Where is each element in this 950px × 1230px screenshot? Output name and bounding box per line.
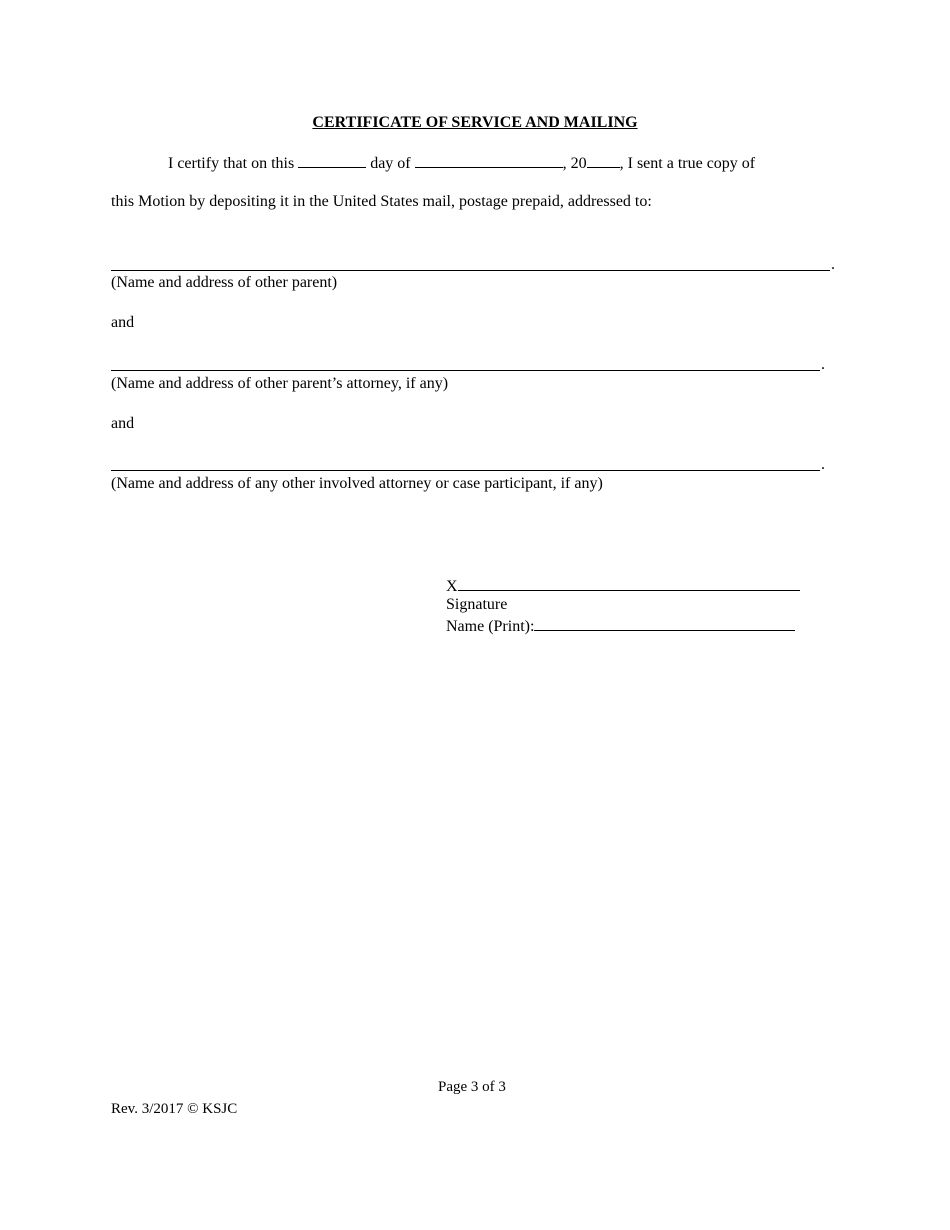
signature-field[interactable]	[458, 576, 800, 591]
recipient-2-field[interactable]	[111, 370, 820, 371]
certify-text-2: day of	[370, 155, 411, 172]
certify-text-4: , I sent a true copy of	[619, 155, 756, 172]
period: .	[821, 456, 825, 473]
recipient-3-field[interactable]	[111, 470, 820, 471]
page-number: Page 3 of 3	[438, 1079, 506, 1095]
and-label: and	[111, 415, 135, 432]
name-print-field[interactable]	[534, 616, 795, 631]
certify-text-1: I certify that on this	[168, 155, 295, 172]
and-label: and	[111, 314, 135, 331]
month-field[interactable]	[415, 153, 563, 168]
day-field[interactable]	[298, 153, 366, 168]
certify-text-3: , 20	[562, 155, 587, 172]
certify-line-2: this Motion by depositing it in the United States mail, postage prepaid, addressed to:	[111, 193, 652, 210]
x-mark: X	[446, 578, 458, 595]
document-title: CERTIFICATE OF SERVICE AND MAILING	[312, 114, 638, 131]
name-print-label: Name (Print):	[446, 618, 535, 635]
period: .	[821, 356, 825, 373]
recipient-1-field[interactable]	[111, 270, 830, 271]
recipient-1-label: (Name and address of other parent)	[111, 274, 338, 291]
signature-line	[446, 576, 800, 596]
year-field[interactable]	[587, 153, 620, 168]
period: .	[831, 256, 835, 273]
recipient-3-label: (Name and address of any other involved attorney or case participant, if any)	[111, 475, 603, 492]
revision-note: Rev. 3/2017 © KSJC	[111, 1101, 238, 1117]
certify-line-1	[168, 153, 755, 173]
name-print-line	[446, 616, 795, 636]
signature-label: Signature	[446, 596, 508, 613]
recipient-2-label: (Name and address of other parent’s attorney, if any)	[111, 375, 449, 392]
